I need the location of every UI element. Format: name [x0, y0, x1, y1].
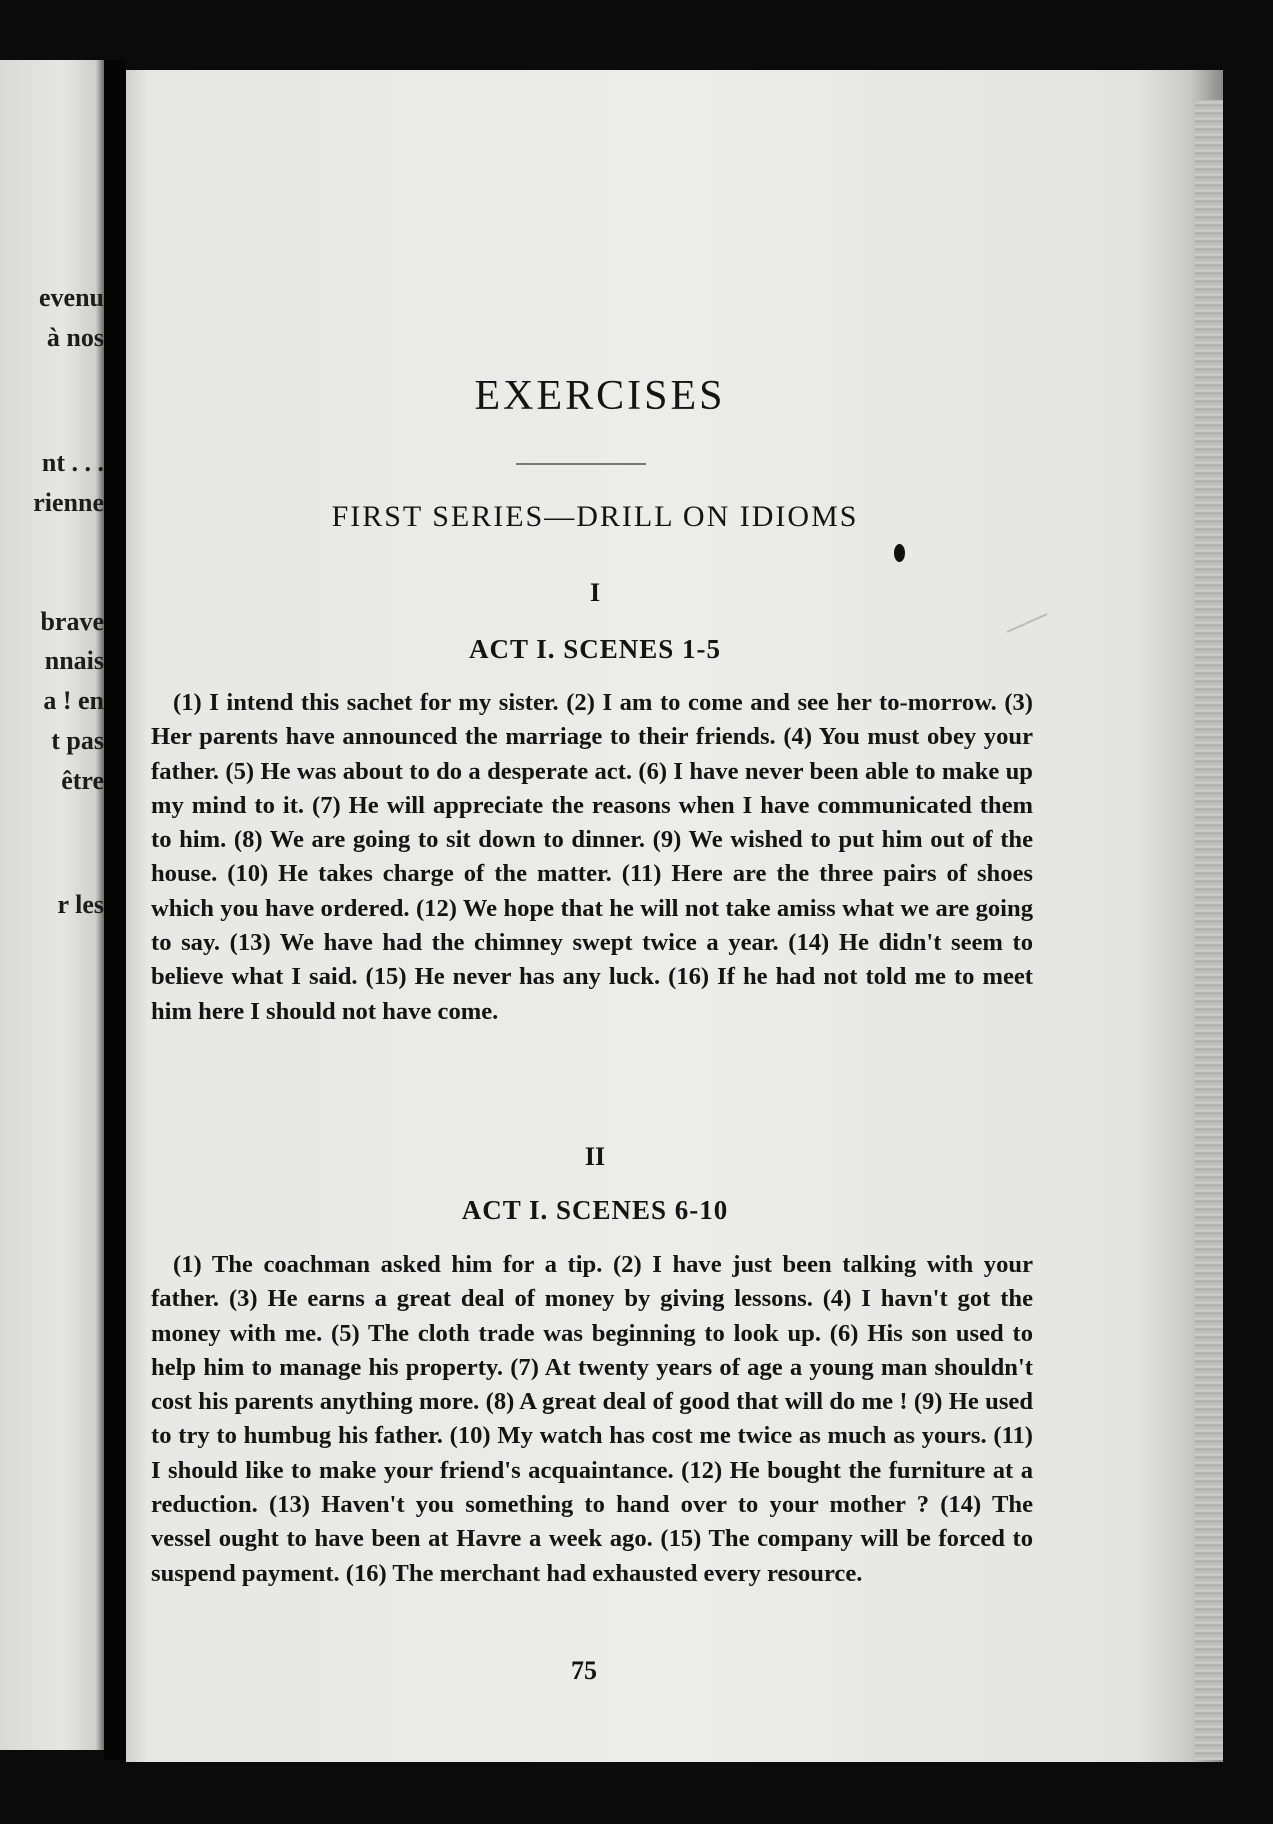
- series-heading: FIRST SERIES—DRILL ON IDIOMS: [331, 500, 859, 533]
- left-facing-page: [0, 60, 104, 1750]
- page-edge: [1195, 100, 1223, 1760]
- page-title: EXERCISES: [474, 373, 726, 419]
- section-heading: ACT I. SCENES 1-5: [468, 634, 722, 664]
- left-page-line: à nos: [46, 323, 104, 352]
- exercise-paragraph: (1) I intend this sachet for my sister. (2) I am to come and see her to-morrow. (3) Her parents have announced the marriage to their friends. (4) You must obey your father. (5) He was about to do a desperate act. (6) I have never been able to make up my mind to it. (7) He will appreciate the reasons when I have communicated them to him. (8) We are going to sit down to dinner. (9) We wished to put him out of the house. (10) He takes charge of the matter. (11) Here are the three pairs of shoes which you have ordered. (12) We hope that he will not take amiss what we are going to say. (13) We have had the chimney swept twice a year. (14) He didn't seem to believe what I said. (15) He never has any luck. (16) If he had not told me to meet him here I should not have come.: [151, 689, 1033, 1025]
- left-page-line: être: [61, 766, 104, 795]
- left-page-line: nt . . .: [41, 448, 104, 477]
- title-divider: [516, 463, 646, 465]
- page-number: 75: [571, 1656, 597, 1685]
- left-page-line: rienne: [33, 488, 104, 517]
- left-page-line: brave: [40, 607, 104, 636]
- book-gutter: [104, 60, 126, 1760]
- ink-blot: [894, 544, 905, 562]
- section-numeral: I: [589, 578, 601, 607]
- exercise-paragraph: (1) The coachman asked him for a tip. (2) I have just been talking with your father. (3) He earns a great deal of money by giving lessons. (4) I havn't got the money with me. (5) The cloth trade was beginning to look up. (6) His son used to help him to manage his property. (7) At twenty years of age a young man shouldn't cost his parents anything more. (8) A great deal of good that will do me ! (9) He used to try to humbug his father. (10) My watch has cost me twice as much as yours. (11) I should like to make your friend's acquaintance. (12) He bought the furniture at a reduction. (13) Haven't you something to hand over to your mother ? (14) The vessel ought to have been at Havre a week ago. (15) The company will be forced to suspend payment. (16) The merchant had exhausted every resource.: [151, 1251, 1033, 1587]
- left-page-line: t pas: [51, 726, 104, 755]
- left-page-line: nnais: [44, 646, 104, 675]
- section-heading: ACT I. SCENES 6-10: [461, 1195, 729, 1225]
- left-page-line: r les: [57, 890, 104, 919]
- left-page-line: a ! en: [43, 686, 104, 715]
- left-page-line: evenu: [39, 283, 104, 312]
- section-numeral: II: [584, 1142, 606, 1171]
